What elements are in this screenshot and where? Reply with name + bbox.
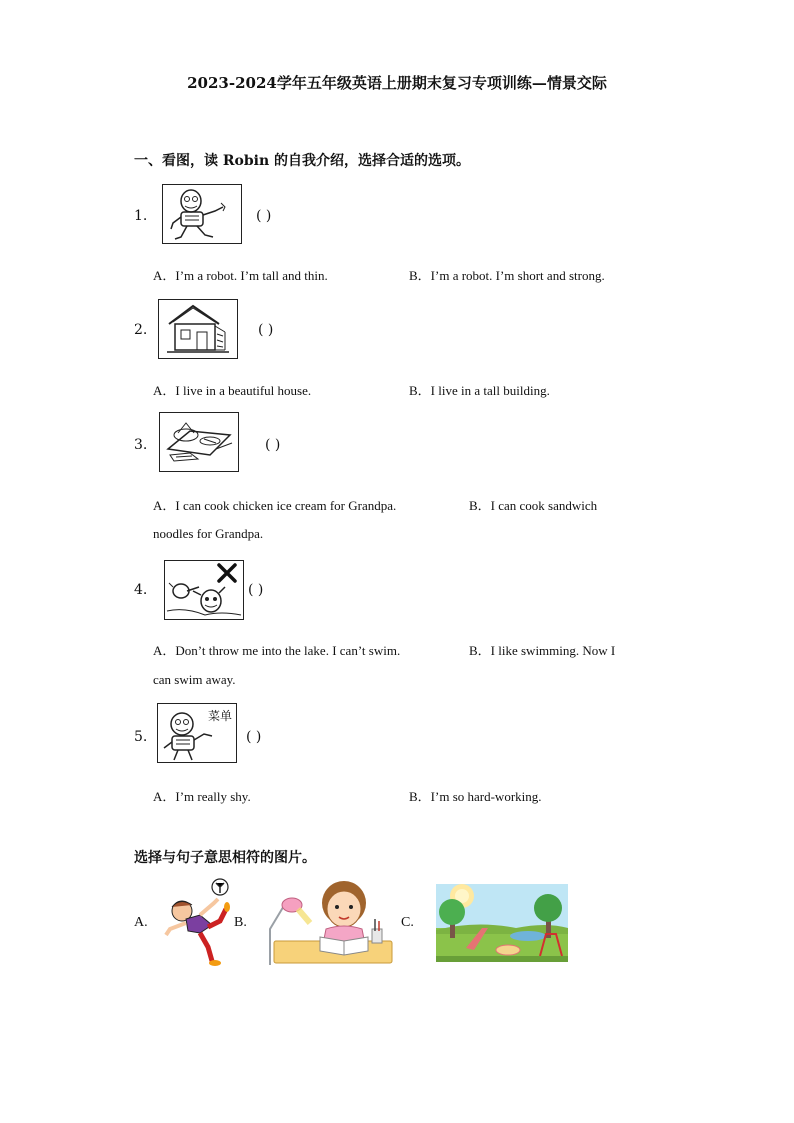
- q4-number: 4.: [134, 582, 148, 598]
- q2-option-b[interactable]: B．I live in a tall building.: [409, 383, 550, 398]
- q5-option-b[interactable]: B．I’m so hard-working.: [409, 789, 542, 804]
- q3-option-a[interactable]: A．I can cook chicken ice cream for Grandpa.: [153, 498, 397, 513]
- q2-option-a[interactable]: A．I live in a beautiful house.: [153, 383, 312, 398]
- q1-number: 1.: [134, 208, 148, 224]
- park-scene-picture[interactable]: [436, 884, 568, 962]
- soccer-boy-picture[interactable]: [160, 877, 232, 967]
- q4-option-b[interactable]: B．I like swimming. Now I: [469, 643, 616, 658]
- q3-option-b[interactable]: B．I can cook sandwich: [469, 498, 598, 513]
- section2-heading: 选择与句子意思相符的图片。: [134, 850, 316, 866]
- q2-answer-blank[interactable]: ( ): [258, 322, 274, 338]
- studying-girl-icon: [268, 879, 394, 967]
- q3-option-b-continued: noodles for Grandpa.: [153, 526, 264, 541]
- q4-option-a[interactable]: A．Don’t throw me into the lake. I can’t swim.: [153, 643, 401, 658]
- q2-number: 2.: [134, 322, 148, 338]
- park-scene-icon: [436, 884, 568, 962]
- soccer-boy-icon: [160, 877, 232, 967]
- q1-option-a[interactable]: A．I’m a robot. I’m tall and thin.: [153, 268, 328, 283]
- q1-option-b[interactable]: B．I’m a robot. I’m short and strong.: [409, 268, 605, 283]
- q5-option-a[interactable]: A．I’m really shy.: [153, 789, 251, 804]
- q5-number: 5.: [134, 729, 148, 745]
- section1-heading: 一、看图，读 Robin 的自我介绍，选择合适的选项。: [134, 153, 471, 169]
- q5-answer-blank[interactable]: ( ): [246, 729, 262, 745]
- q2-picture: [158, 299, 238, 359]
- q4-picture: [164, 560, 244, 620]
- q3-picture: [159, 412, 239, 472]
- picture-label-a: A.: [134, 915, 148, 930]
- menu-label: 菜单: [208, 709, 233, 723]
- q4-option-b-continued: can swim away.: [153, 672, 236, 687]
- picture-label-b: B.: [234, 915, 247, 930]
- q3-answer-blank[interactable]: ( ): [265, 437, 281, 453]
- house-icon: [159, 300, 237, 358]
- q1-answer-blank[interactable]: ( ): [256, 208, 272, 224]
- q3-number: 3.: [134, 437, 148, 453]
- page-title: 2023-2024学年五年级英语上册期末复习专项训练—情景交际: [187, 74, 607, 92]
- robot-waving-icon: [163, 185, 241, 243]
- food-plate-icon: [160, 413, 238, 471]
- studying-girl-picture[interactable]: [268, 879, 394, 967]
- q4-answer-blank[interactable]: ( ): [248, 582, 264, 598]
- robot-falling-icon: [165, 561, 243, 619]
- picture-label-c: C.: [401, 915, 414, 930]
- q1-picture: [162, 184, 242, 244]
